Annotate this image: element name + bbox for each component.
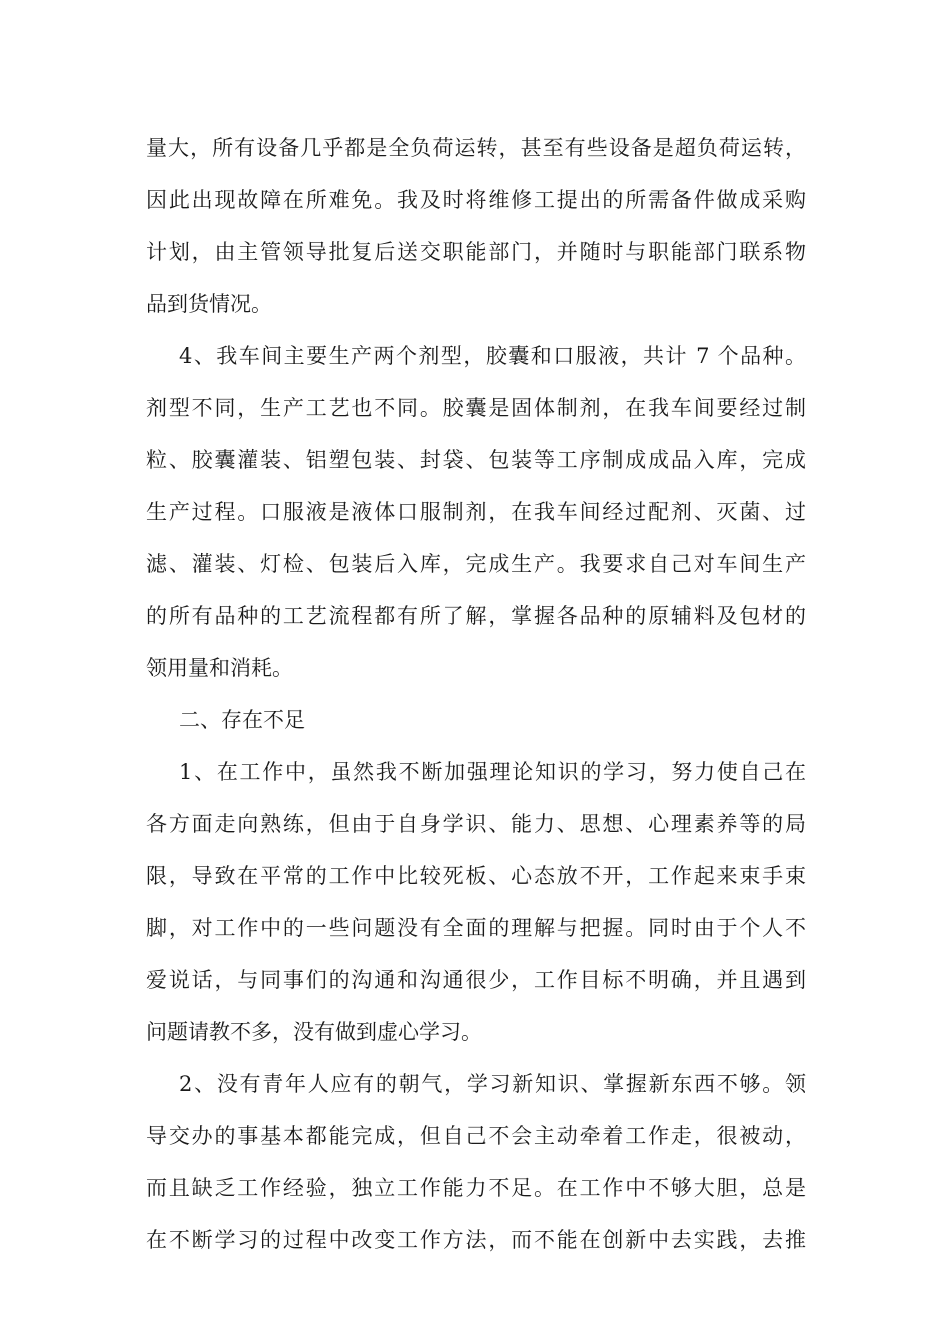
section-heading: 二、存在不足 xyxy=(179,708,305,732)
text-line: 剂型不同，生产工艺也不同。胶囊是固体制剂，在我车间要经过制 xyxy=(146,396,806,420)
paragraph-1-first-line: 1、在工作中，虽然我不断加强理论知识的学习，努力使自己在 xyxy=(179,760,806,784)
text-line: 因此出现故障在所难免。我及时将维修工提出的所需备件做成采购 xyxy=(146,188,806,212)
text-line: 脚，对工作中的一些问题没有全面的理解与把握。同时由于个人不 xyxy=(146,916,806,940)
text-line: 量大，所有设备几乎都是全负荷运转，甚至有些设备是超负荷运转， xyxy=(146,136,806,160)
text-line: 的所有品种的工艺流程都有所了解，掌握各品种的原辅料及包材的 xyxy=(146,604,806,628)
text-line: 导交办的事基本都能完成，但自己不会主动牵着工作走，很被动， xyxy=(146,1124,806,1148)
text-line: 问题请教不多，没有做到虚心学习。 xyxy=(146,1020,482,1044)
paragraph-4-first-line: 4、我车间主要生产两个剂型，胶囊和口服液，共计 7 个品种。 xyxy=(179,344,806,368)
text-line: 生产过程。口服液是液体口服制剂，在我车间经过配剂、灭菌、过 xyxy=(146,500,806,524)
text-line: 在不断学习的过程中改变工作方法，而不能在创新中去实践，去推 xyxy=(146,1228,806,1252)
text-line: 领用量和消耗。 xyxy=(146,656,293,680)
text-line: 粒、胶囊灌装、铝塑包装、封袋、包装等工序制成成品入库，完成 xyxy=(146,448,806,472)
text-line: 各方面走向熟练，但由于自身学识、能力、思想、心理素养等的局 xyxy=(146,812,806,836)
text-line: 而且缺乏工作经验，独立工作能力不足。在工作中不够大胆，总是 xyxy=(146,1176,806,1200)
text-line: 滤、灌装、灯检、包装后入库，完成生产。我要求自己对车间生产 xyxy=(146,552,806,576)
text-line: 品到货情况。 xyxy=(146,292,272,316)
text-line: 限，导致在平常的工作中比较死板、心态放不开，工作起来束手束 xyxy=(146,864,806,888)
text-line: 计划，由主管领导批复后送交职能部门，并随时与职能部门联系物 xyxy=(146,240,806,264)
text-line: 爱说话，与同事们的沟通和沟通很少，工作目标不明确，并且遇到 xyxy=(146,968,806,992)
paragraph-2-first-line: 2、没有青年人应有的朝气，学习新知识、掌握新东西不够。领 xyxy=(179,1072,806,1096)
